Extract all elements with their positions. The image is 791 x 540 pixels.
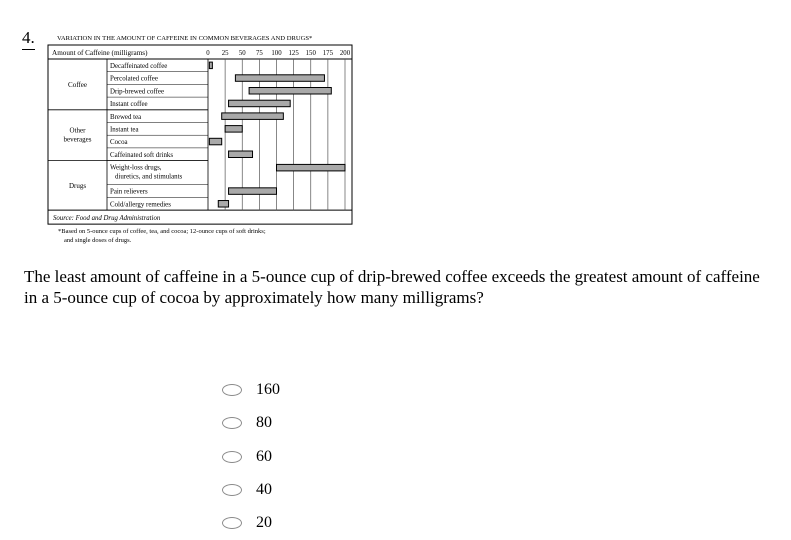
choice-label: 60 [256,448,272,465]
range-bar [229,151,253,158]
range-bar [222,113,284,120]
tick-label: 125 [288,50,299,57]
tick-label: 50 [238,50,246,57]
tick-label: 200 [339,50,351,57]
source-note: Source: Food and Drug Administration [53,215,161,223]
tick-label: 100 [271,50,282,57]
choice-e[interactable] [222,511,312,535]
radio-button[interactable] [222,517,242,529]
radio-button[interactable] [222,451,242,463]
choice-label: 20 [256,514,272,531]
range-bar [229,188,277,195]
choice-label: 160 [256,381,280,398]
row-label: Brewed tea [110,113,142,121]
row-label: Cocoa [110,139,128,147]
range-bar [225,126,242,133]
choice-label: 40 [256,481,272,498]
radio-button[interactable] [222,417,242,429]
group-label: Other beverages [63,126,92,144]
choice-d[interactable] [222,478,312,502]
axis-label: Amount of Caffeine (milligrams) [52,49,148,57]
question-number: 4. [22,28,35,47]
footnote: *Based on 5-ounce cups of coffee, tea, and cocoa; 12-ounce cups of soft drinks; and single doses of drugs. [58,228,266,245]
row-label: Caffeinated soft drinks [110,151,174,159]
range-bar [229,100,291,107]
radio-button[interactable] [222,484,242,496]
row-label: Percolated coffee [110,75,158,83]
row-label: Instant coffee [110,101,148,109]
range-bar [249,88,331,95]
range-bar [235,75,324,82]
chart-title: VARIATION IN THE AMOUNT OF CAFFEINE IN COMMON BEVERAGES AND DRUGS* [57,35,313,42]
tick-label: 150 [305,50,316,57]
range-bar [209,138,221,145]
question-text: The least amount of caffeine in a 5-ounce cup of drip-brewed coffee exceeds the greatest amount of caffeine in a 5-ounce cup of cocoa by approximately how many milligrams? [24,267,760,307]
choice-a[interactable] [222,378,312,402]
row-label: Cold/allergy remedies [110,201,171,209]
caffeine-chart [0,0,791,260]
group-label: Coffee [68,80,87,89]
row-label: Drip-brewed coffee [110,88,165,96]
row-label: Decaffeinated coffee [110,63,168,70]
row-label: Weight-loss drugs, diuretics, and stimulants [110,164,183,181]
choice-label: 80 [256,414,272,431]
group-label: Drugs [68,181,87,190]
range-bar [277,164,346,171]
row-label: Pain relievers [110,188,148,196]
choice-c[interactable] [222,445,312,469]
choice-b[interactable] [222,411,312,435]
radio-button[interactable] [222,384,242,396]
range-bar [209,62,212,69]
tick-label: 175 [322,50,333,57]
tick-label: 25 [221,50,229,57]
range-bar [218,201,228,208]
tick-label: 0 [206,50,210,57]
tick-label: 75 [255,50,263,57]
row-label: Instant tea [110,126,139,134]
